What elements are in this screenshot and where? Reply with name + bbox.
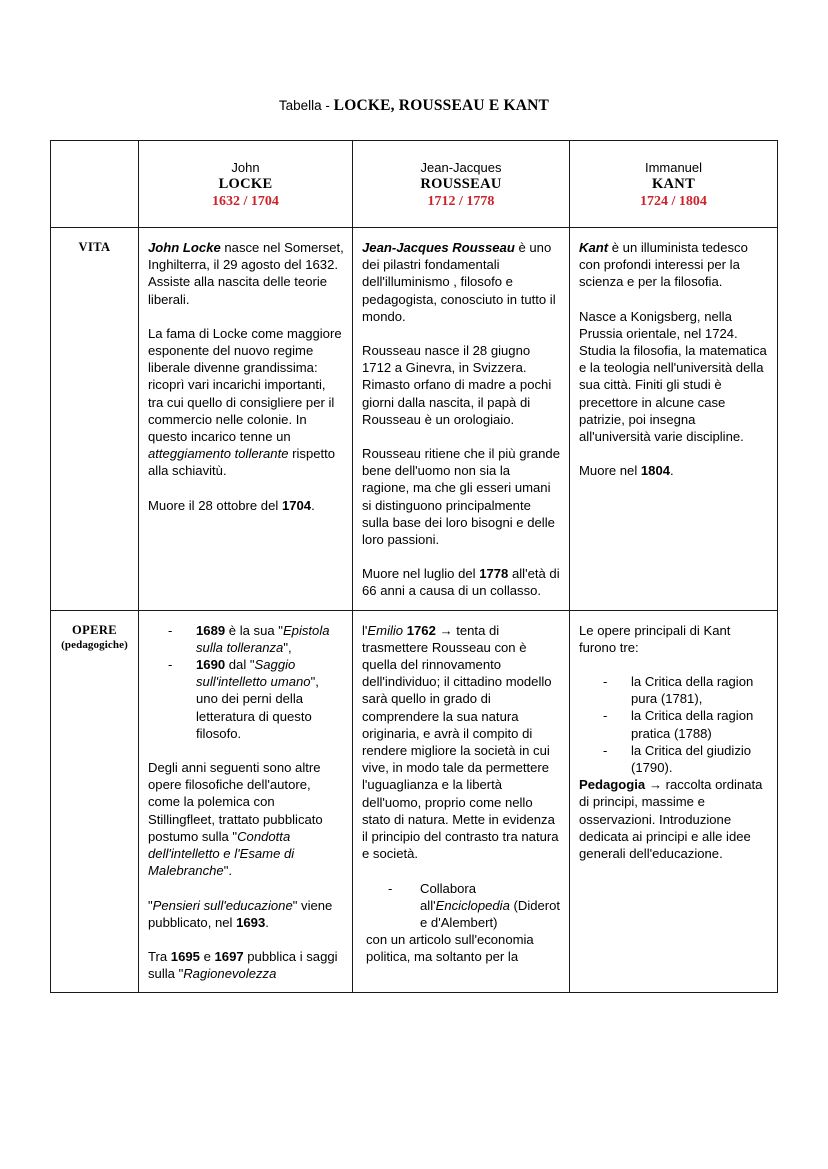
- philosopher-surname: LOCKE: [218, 175, 273, 192]
- cell-vita-kant: [570, 228, 778, 611]
- text: Collabora all': [420, 880, 477, 913]
- paragraph: [579, 462, 769, 479]
- emphasis-name: John Locke: [148, 240, 221, 255]
- header-cell-corner: [51, 141, 139, 228]
- paragraph: [148, 948, 344, 982]
- row-label-main: VITA: [78, 240, 111, 254]
- text: Muore il 28 ottobre del: [148, 497, 282, 513]
- paragraph: [362, 622, 561, 863]
- paragraph: Rousseau ritiene che il più grande bene dell'uomo non sia la ragione, ma che gli esseri umani si distinguono principalmente sulla base dei loro bisogni e delle loro passioni.: [362, 446, 560, 548]
- year-value: 1778: [479, 566, 509, 582]
- paragraph: con un articolo sull'economia politica, ma soltanto per la: [366, 932, 534, 965]
- text: ", uno dei perni della letteratura di questo filosofo.: [196, 674, 319, 741]
- year-value: 1704: [281, 497, 312, 513]
- text: è un illuminista tedesco con profondi interessi per la scienza e per la filosofia.: [579, 240, 748, 290]
- text: " viene pubblicato, nel: [148, 897, 333, 930]
- year-value: 1690: [196, 657, 226, 673]
- text: → tenta di trasmettere Rousseau con è quella del rinnovamento dell'individuo; il cittadino modello sarà quello in grado di comprendere la sua natura originaria, e avrà il compito di rendere migliore la società in cui vive, in modo tale da permettere l'uguaglianza e la libertà dell'uomo, proprio come nello stato di natura. Mette in evidenza il principio del contrasto tra natura e società.: [362, 622, 559, 862]
- year-value: 1762: [406, 622, 436, 638]
- paragraph: [148, 239, 344, 308]
- text: ",: [283, 639, 292, 655]
- work-title: Epistola sulla tolleranza: [196, 622, 330, 655]
- text: è la sua: [225, 622, 279, 638]
- list-item: - la Critica del giudizio (1790).: [579, 742, 769, 776]
- comparison-table: [50, 140, 778, 993]
- philosopher-dates: 1632 / 1704: [212, 193, 279, 209]
- cell-vita-rousseau: [353, 228, 570, 611]
- paragraph: Rousseau nasce il 28 giugno 1712 a Ginevra, in Svizzera. Rimasto orfano di madre a pochi giorni dalla nascita, il papà di Rousseau è un orologiaio.: [362, 343, 552, 427]
- text: ": [278, 622, 283, 638]
- emphasis-name: Jean-Jacques Rousseau: [362, 240, 515, 255]
- paragraph: [362, 239, 561, 325]
- text: .: [265, 914, 269, 930]
- cell-opere-rousseau: [353, 610, 570, 993]
- row-label-opere: [51, 610, 139, 993]
- text: l': [362, 622, 368, 638]
- row-label-sub: (pedagogiche): [61, 638, 128, 651]
- work-title: Ragionevolezza: [183, 966, 277, 982]
- text: .: [670, 463, 674, 479]
- philosopher-firstname: Jean-Jacques: [420, 159, 502, 175]
- paragraph: [579, 776, 769, 862]
- list-item: [148, 622, 344, 656]
- philosopher-firstname: John: [231, 159, 260, 175]
- list-item: - la Critica della ragion pratica (1788): [579, 707, 769, 741]
- paragraph: Nasce a Konigsberg, nella Prussia orientale, nel 1724. Studia la filosofia, la matematica e la teologia nell'università della sua città. Finiti gli studi è precettore in alcune case patrizie, poi insegna all'università varie discipline.: [579, 308, 767, 445]
- work-title: Enciclopedia: [435, 897, 510, 913]
- header-cell-kant: [570, 141, 778, 228]
- row-label-main: OPERE: [71, 622, 118, 637]
- paragraph: Le opere principali di Kant furono tre:: [579, 622, 731, 655]
- title-main: LOCKE, ROUSSEAU E KANT: [333, 97, 550, 114]
- work-title: Condotta dell'intelletto e l'Esame di Malebranche: [148, 828, 295, 879]
- works-list: [362, 880, 561, 932]
- philosopher-firstname: Immanuel: [644, 159, 703, 175]
- text: Tra: [148, 948, 171, 964]
- table-header-row: [51, 141, 778, 228]
- paragraph: [148, 759, 344, 879]
- cell-opere-kant: [570, 610, 778, 993]
- paragraph: [362, 565, 561, 599]
- text: e: [199, 948, 215, 964]
- header-cell-rousseau: [353, 141, 570, 228]
- text: .: [311, 497, 315, 513]
- work-title: Saggio sull'intelletto umano: [196, 657, 311, 690]
- text: pubblica i saggi sulla ": [148, 948, 338, 982]
- work-title: Pensieri sull'educazione: [152, 897, 293, 913]
- text: rispetto alla schiavitù.: [148, 446, 336, 479]
- text: all'età di 66 anni a causa di un collasso.: [362, 566, 560, 599]
- header-cell-locke: [139, 141, 353, 228]
- paragraph: [148, 497, 344, 514]
- year-value: 1693: [236, 914, 266, 930]
- paragraph: [579, 239, 769, 291]
- text: Muore nel luglio del: [362, 566, 480, 582]
- philosopher-dates: 1712 / 1778: [427, 193, 495, 209]
- paragraph: [148, 325, 344, 480]
- table-row-vita: [51, 228, 778, 611]
- text: nasce nel Somerset, Inghilterra, il 29 agosto del 1632. Assiste alla nascita delle teorie liberali.: [148, 240, 344, 307]
- table-row-opere: [51, 610, 778, 993]
- cell-opere-locke: [139, 610, 353, 993]
- emphasis-name: Pedagogia: [579, 777, 646, 793]
- works-list: [579, 673, 769, 776]
- works-list: [148, 622, 344, 742]
- list-item: [148, 656, 344, 742]
- year-value: 1695: [170, 948, 200, 964]
- list-item: [362, 880, 561, 932]
- year-value: 1697: [214, 948, 244, 964]
- text: è uno dei pilastri fondamentali dell'illuminismo , filosofo e pedagogista, conosciuto in tutto il mondo.: [362, 240, 556, 324]
- text: ": [148, 897, 153, 913]
- text: La fama di Locke come maggiore esponente del nuovo regime liberale divenne grandissima: ricoprì vari incarichi importanti, tra cui quello di consigliere per il commercio nelle colonie. In questo incarico tenne un: [148, 325, 342, 445]
- emphasis-name: Kant: [579, 240, 609, 255]
- text: → raccolta ordinata di principi, massime e osservazioni. Introduzione dedicata ai principi e alle idee generali dell'educazione.: [579, 777, 763, 862]
- row-label-vita: [51, 228, 139, 611]
- text: ".: [223, 863, 232, 879]
- philosopher-dates: 1724 / 1804: [640, 193, 707, 209]
- text: Degli anni seguenti sono altre opere filosofiche dell'autore, come la polemica con Stillingfleet, trattato pubblicato postumo sulla ": [148, 760, 323, 844]
- philosopher-surname: ROUSSEAU: [420, 175, 502, 192]
- text: Muore nel: [579, 463, 641, 479]
- paragraph: [148, 897, 344, 931]
- cell-vita-locke: [139, 228, 353, 611]
- text: dal ": [225, 657, 255, 673]
- year-value: 1689: [196, 622, 226, 638]
- title-prefix: Tabella -: [278, 98, 334, 113]
- list-item: - la Critica della ragion pura (1781),: [579, 673, 769, 707]
- emphasis-phrase: atteggiamento tollerante: [148, 446, 289, 462]
- philosopher-surname: KANT: [651, 175, 696, 192]
- text: (Diderot e d'Alembert): [420, 897, 561, 930]
- work-title: Emilio: [367, 622, 404, 638]
- year-value: 1804: [640, 463, 671, 479]
- page-title: [0, 97, 828, 115]
